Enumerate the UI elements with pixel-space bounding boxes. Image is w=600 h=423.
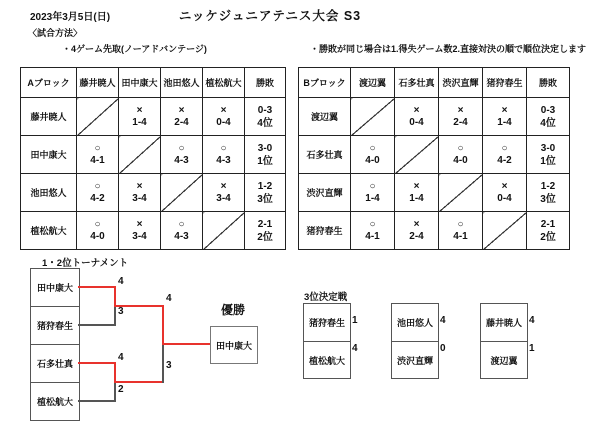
match-score: 4-1 [453, 230, 468, 242]
match-cell [161, 98, 203, 136]
tp2-top-score: 4 [440, 315, 446, 326]
match-mark: × [413, 218, 420, 230]
match-mark: ○ [94, 218, 101, 230]
match-mark: ○ [178, 218, 185, 230]
match-score: 4-2 [497, 154, 512, 166]
tp-player: 藤井暁人 [481, 304, 527, 342]
match-mark: ○ [178, 142, 185, 154]
record: 2-1 [540, 218, 556, 230]
block-a-name: Aブロック [21, 68, 77, 98]
block-a-table [20, 67, 286, 250]
col-player: 猪狩春生 [483, 68, 527, 98]
match-score: 0-4 [409, 116, 424, 128]
match-score: 4-3 [216, 154, 231, 166]
match-cell [395, 212, 439, 250]
bracket-player: 田中康大 [31, 269, 79, 307]
row-player: 田中康大 [21, 136, 77, 174]
sf2-bottom-score: 2 [118, 384, 124, 395]
bracket-player: 猪狩春生 [31, 307, 79, 345]
match-score: 1-4 [497, 116, 512, 128]
tp-player: 猪狩春生 [304, 304, 350, 342]
record: 1-2 [540, 180, 556, 192]
row-player: 植松航大 [21, 212, 77, 250]
match-score: 4-3 [174, 154, 189, 166]
champion-label: 優勝 [220, 303, 245, 317]
block-b-table [298, 67, 570, 250]
sf2-top-score: 4 [118, 352, 124, 363]
col-player: 藤井暁人 [77, 68, 119, 98]
record: 0-3 [257, 104, 273, 116]
self-cell [395, 136, 439, 174]
match-mark: ○ [94, 180, 101, 192]
bracket-title: 1・2位トーナメント [42, 258, 129, 269]
match-mark: ○ [94, 142, 101, 154]
match-mark: × [413, 180, 420, 192]
tp1-top-score: 1 [352, 315, 358, 326]
match-cell [77, 212, 119, 250]
match-cell [395, 98, 439, 136]
match-cell [395, 174, 439, 212]
bracket-line-sf2-join-bottom [114, 382, 116, 402]
record: 2-1 [257, 218, 273, 230]
match-mark: × [457, 104, 464, 116]
match-mark: × [220, 104, 227, 116]
match-mark: × [501, 104, 508, 116]
tp-player: 植松航大 [308, 356, 345, 366]
bracket-line-sf2-winner [78, 362, 114, 364]
final-top-score: 4 [166, 293, 172, 304]
bracket-player: 石多壮真 [31, 345, 79, 383]
match-score: 4-1 [90, 154, 105, 166]
self-cell [161, 174, 203, 212]
date-label: 2023年3月5日(日) [30, 12, 111, 23]
match-cell [119, 98, 161, 136]
col-result: 勝敗 [245, 68, 286, 98]
match-cell [351, 174, 395, 212]
third-place-match-1 [303, 303, 351, 379]
self-cell [351, 98, 395, 136]
record: 3-0 [540, 142, 556, 154]
sf1-bottom-score: 3 [118, 306, 124, 317]
match-cell [483, 174, 527, 212]
method-label: 〈試合方法〉 [28, 28, 83, 38]
match-score: 4-0 [90, 230, 105, 242]
col-player: 渋沢直輝 [439, 68, 483, 98]
col-player: 池田悠人 [161, 68, 203, 98]
champion-box: 田中康大 [210, 326, 258, 364]
self-cell [77, 98, 119, 136]
bracket-line-final-join-top [162, 305, 164, 344]
match-cell [203, 174, 245, 212]
match-cell [483, 136, 527, 174]
bracket-player: 植松航大 [36, 397, 73, 407]
col-result: 勝敗 [527, 68, 570, 98]
match-mark: × [501, 180, 508, 192]
bracket-player-column [30, 268, 80, 421]
match-score: 3-4 [216, 192, 231, 204]
rank: 3位 [540, 193, 556, 205]
rule-left: ・4ゲーム先取(ノーアドバンテージ) [62, 44, 207, 54]
bracket-line-sf1-join-top [114, 286, 116, 306]
match-mark: ○ [457, 142, 464, 154]
rank: 4位 [540, 117, 556, 129]
self-cell [439, 174, 483, 212]
match-cell [439, 212, 483, 250]
block-b-name: Bブロック [299, 68, 351, 98]
match-cell [119, 174, 161, 212]
tp-player: 渋沢直輝 [396, 356, 433, 366]
match-score: 1-4 [365, 192, 380, 204]
match-mark: ○ [369, 218, 376, 230]
match-score: 3-4 [132, 230, 147, 242]
match-score: 4-0 [453, 154, 468, 166]
tp2-bottom-score: 0 [440, 343, 446, 354]
record: 1-2 [257, 180, 273, 192]
row-player: 渋沢直輝 [299, 174, 351, 212]
final-bottom-score: 3 [166, 360, 172, 371]
tp3-top-score: 4 [529, 315, 535, 326]
tp-player: 池田悠人 [392, 304, 438, 342]
bracket-line-sf1-join-bottom [114, 306, 116, 326]
record-cell [527, 136, 570, 174]
rank: 3位 [257, 193, 273, 205]
bracket-line-sf1-winner [78, 286, 114, 288]
match-score: 1-4 [132, 116, 147, 128]
bracket-line-final-join-bottom [162, 344, 164, 383]
row-player: 池田悠人 [21, 174, 77, 212]
match-cell [119, 212, 161, 250]
record: 0-3 [540, 104, 556, 116]
rule-right: ・勝敗が同じ場合は1.得失ゲーム数2.直接対決の順で順位決定します [310, 44, 587, 54]
rank: 2位 [540, 231, 556, 243]
match-score: 4-2 [90, 192, 105, 204]
match-mark: ○ [220, 142, 227, 154]
match-score: 2-4 [174, 116, 189, 128]
match-cell [77, 136, 119, 174]
match-mark: × [136, 218, 143, 230]
self-cell [483, 212, 527, 250]
row-player: 石多壮真 [299, 136, 351, 174]
match-mark: × [136, 104, 143, 116]
record: 3-0 [257, 142, 273, 154]
rank: 2位 [257, 231, 273, 243]
record-cell [245, 98, 286, 136]
match-score: 4-3 [174, 230, 189, 242]
match-cell [439, 136, 483, 174]
match-mark: × [220, 180, 227, 192]
self-cell [203, 212, 245, 250]
match-score: 1-4 [409, 192, 424, 204]
match-cell [161, 136, 203, 174]
bracket-line-sf2-out [114, 381, 164, 383]
match-cell [351, 136, 395, 174]
bracket-line-champion [162, 343, 210, 345]
record-cell [245, 174, 286, 212]
tp1-bottom-score: 4 [352, 343, 358, 354]
record-cell [527, 212, 570, 250]
col-player: 田中康大 [119, 68, 161, 98]
match-mark: ○ [369, 142, 376, 154]
match-score: 2-4 [409, 230, 424, 242]
match-mark: × [178, 104, 185, 116]
sf1-top-score: 4 [118, 276, 124, 287]
match-cell [203, 98, 245, 136]
rank: 1位 [540, 155, 556, 167]
match-cell [77, 174, 119, 212]
row-player: 藤井暁人 [21, 98, 77, 136]
row-player: 渡辺翼 [299, 98, 351, 136]
col-player: 植松航大 [203, 68, 245, 98]
match-mark: ○ [501, 142, 508, 154]
record-cell [245, 212, 286, 250]
match-cell [483, 98, 527, 136]
row-player: 猪狩春生 [299, 212, 351, 250]
match-cell [161, 212, 203, 250]
bracket-line-sf2-join-top [114, 362, 116, 382]
record-cell [245, 136, 286, 174]
rank: 4位 [257, 117, 273, 129]
match-mark: × [136, 180, 143, 192]
page-title: ニッケジュニアテニス大会 S3 [178, 9, 362, 23]
match-score: 4-1 [365, 230, 380, 242]
third-place-match-3 [480, 303, 528, 379]
bracket-line-sf2-loser [78, 400, 114, 402]
match-mark: × [413, 104, 420, 116]
match-score: 0-4 [497, 192, 512, 204]
match-cell [203, 136, 245, 174]
tp-player: 渡辺翼 [490, 356, 518, 366]
rank: 1位 [257, 155, 273, 167]
match-mark: ○ [457, 218, 464, 230]
col-player: 石多壮真 [395, 68, 439, 98]
third-place-match-2 [391, 303, 439, 379]
match-cell [351, 212, 395, 250]
match-score: 4-0 [365, 154, 380, 166]
match-score: 0-4 [216, 116, 231, 128]
self-cell [119, 136, 161, 174]
bracket-line-sf1-loser [78, 324, 114, 326]
match-score: 3-4 [132, 192, 147, 204]
match-score: 2-4 [453, 116, 468, 128]
match-cell [439, 98, 483, 136]
tp3-bottom-score: 1 [529, 343, 535, 354]
record-cell [527, 174, 570, 212]
match-mark: ○ [369, 180, 376, 192]
record-cell [527, 98, 570, 136]
col-player: 渡辺翼 [351, 68, 395, 98]
third-place-title: 3位決定戦 [304, 292, 348, 303]
